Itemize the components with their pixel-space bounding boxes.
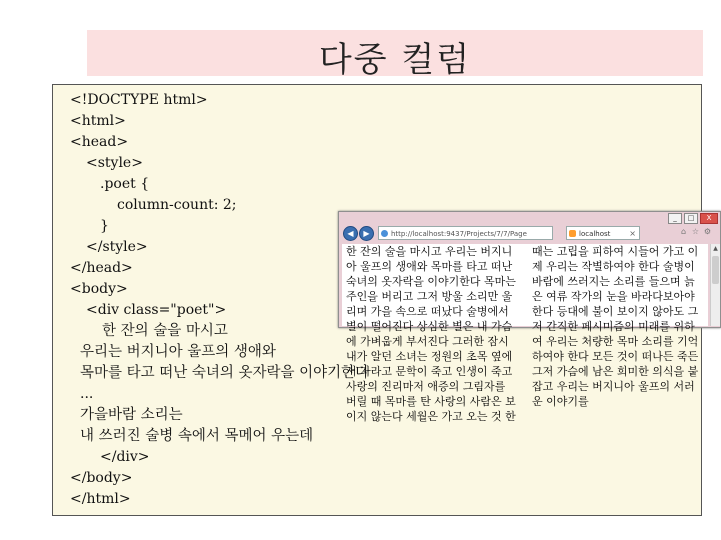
maximize-button[interactable]: □ (684, 213, 698, 224)
code-line: column-count: 2; (117, 197, 237, 213)
tab-close-icon[interactable]: × (629, 229, 636, 238)
back-button[interactable]: ◀ (343, 226, 358, 241)
address-bar[interactable] (378, 226, 553, 240)
code-line: <body> (70, 281, 128, 297)
tab-label: localhost (579, 230, 611, 238)
code-line: </body> (70, 470, 133, 486)
code-line: } (100, 218, 109, 234)
code-line: </div> (100, 449, 150, 465)
scroll-up-icon[interactable]: ▲ (713, 245, 718, 252)
browser-window (338, 211, 721, 423)
code-line: 우리는 버지니아 울프의 생애와 (80, 344, 276, 360)
code-line: </style> (86, 239, 148, 255)
code-line: 가을바람 소리는 (80, 407, 183, 423)
code-line: </html> (70, 491, 131, 507)
code-line: <style> (86, 155, 143, 171)
address-text: http://localhost:9437/Projects/7/7/Page (391, 230, 527, 238)
code-line: .poet { (100, 176, 150, 192)
browser-icons (679, 227, 712, 236)
code-line: <!DOCTYPE html> (70, 92, 208, 108)
window-controls (668, 213, 718, 224)
browser-tab[interactable] (566, 226, 640, 240)
browser-viewport (342, 244, 708, 423)
code-line: <div class="poet"> (86, 302, 227, 318)
slide-title: 다중 컬럼 (318, 40, 472, 80)
poet-columns: 한 잔의 술을 마시고 우리는 버지니아 울프의 생애와 목마를 타고 떠난 숙녀의 옷자락을 이야기한다 목마는 주인을 버리고 그저 방울 소리만 울리며 가을 속으로 떠났다 술병에서 별이 떨어진다 상심한 별은 내 가슴에 가벼웁게 부서진다 그러한 잠시 내가 알던 소녀는 정원의 초목 옆에서 자라고 문학이 죽고 인생이 죽고 사랑의 진리마저 애증의 그림자를 버릴 때 목마를 탄 사랑의 사람은 보이지 않는다 세월은 가고 오는 것 한때는 고립을 피하여 시들어 가고 이제 우리는 작별하여야 한다 술병이 바람에 쓰러지는 소리를 들으며 늙은 여류 작가의 눈을 바라다보아야 한다 등대에 불이 보이지 않아도 그저 간직한 페시미즘의 미래를 위하여 우리는 처량한 목마 소리를 기억하여야 한다 모든 것이 떠나든 죽든 그저 가슴에 남은 희미한 의식을 붙잡고 우리는 버지니아 울프의 서러운 이야기를 (346, 245, 699, 423)
code-line: ... (80, 386, 94, 402)
minimize-button[interactable]: _ (668, 213, 682, 224)
code-line: <head> (70, 134, 129, 150)
code-line: 내 쓰러진 술병 속에서 목메어 우는데 (80, 428, 314, 444)
close-button[interactable]: X (700, 213, 718, 224)
code-line: 목마를 타고 떠난 숙녀의 옷자락을 이야기한다 (80, 365, 370, 381)
scroll-thumb[interactable] (712, 256, 719, 284)
star-icon[interactable]: ☆ (691, 227, 700, 236)
code-line: 한 잔의 술을 마시고 (102, 323, 228, 339)
gear-icon[interactable]: ⚙ (703, 227, 712, 236)
forward-button[interactable]: ▶ (359, 226, 374, 241)
browser-toolbar (342, 225, 714, 243)
tab-favicon-icon (569, 230, 576, 237)
home-icon[interactable]: ⌂ (680, 227, 687, 236)
page-icon (381, 230, 388, 237)
vertical-scrollbar[interactable] (710, 244, 720, 326)
code-line: </head> (70, 260, 133, 276)
slide-title-bar (87, 30, 703, 80)
code-line: <html> (70, 113, 126, 129)
